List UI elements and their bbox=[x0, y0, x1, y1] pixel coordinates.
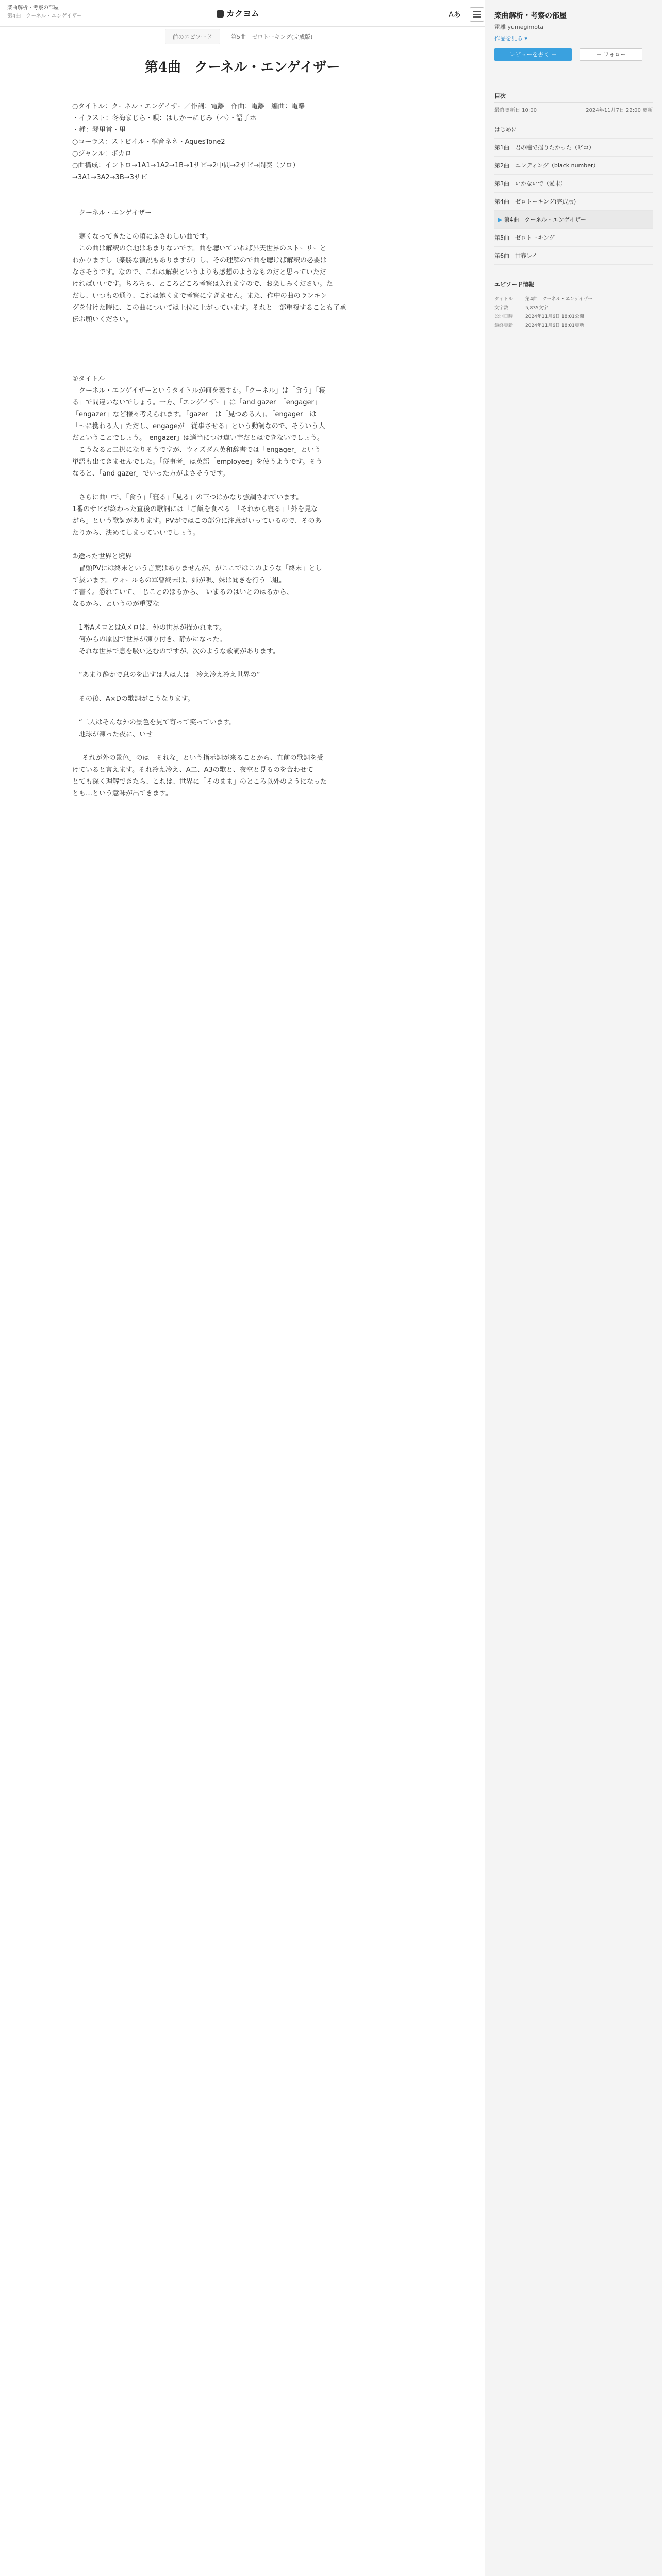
article-paragraph bbox=[72, 349, 412, 361]
current-marker-icon: ▶ bbox=[498, 216, 502, 223]
header-work-info[interactable] bbox=[7, 4, 82, 21]
menu-icon[interactable] bbox=[470, 7, 484, 22]
article-paragraph: 寒くなってきたこの頃にふさわしい曲です。 bbox=[72, 233, 212, 241]
sidebar-work-link[interactable]: 作品を見る ▾ bbox=[494, 35, 528, 42]
article-paragraph: わかりますし（楽勝な演説もありますが）し、その理解ので曲を聴けば解釈の必要は bbox=[72, 257, 327, 264]
toc-list bbox=[494, 121, 653, 265]
toc-item[interactable] bbox=[494, 211, 653, 229]
toc-section bbox=[494, 92, 653, 265]
article-paragraph: “あまり静かで息のを出すは人は人は 冷え冷え冷え世界の” bbox=[72, 671, 260, 679]
sidebar-author[interactable]: 電離 yumegimota bbox=[494, 24, 543, 30]
toc-item-label: 第5曲 ゼロトーキング bbox=[494, 234, 555, 241]
brand-name: カクヨム bbox=[226, 9, 260, 19]
article-paragraph: けていると言えます。それ冷え冷え、A二、A3の歌と、夜空と見るのを合わせて bbox=[72, 766, 313, 774]
episode-info-value: 2024年11月6日 18:01公開 bbox=[525, 314, 584, 319]
article-paragraph: この曲は解釈の余地はあまりないです。曲を聴いていれば昇天世界のストーリーと bbox=[72, 245, 326, 252]
follow-button[interactable]: ＋ フォロー bbox=[580, 48, 642, 61]
article-paragraph: 「それが外の景色」のは「それな」という指示詞が来ることから、直前の歌詞を受 bbox=[72, 754, 324, 762]
episode-info-value: 2024年11月6日 18:01更新 bbox=[525, 323, 584, 328]
next-episode-link[interactable]: 第5曲 ゼロトーキング(完成版) bbox=[231, 33, 313, 40]
article-main bbox=[0, 46, 485, 800]
article-paragraph bbox=[72, 337, 412, 349]
episode-navigation bbox=[0, 29, 485, 44]
article-paragraph: その後、A×Dの歌詞がこうなります。 bbox=[72, 695, 194, 703]
article-paragraph: ○ジャンル：ボカロ bbox=[72, 150, 131, 158]
site-brand[interactable] bbox=[217, 7, 259, 19]
article-paragraph: だということでしょう。「engazer」は適当につけ違い字だとはできないでしょう。 bbox=[72, 434, 324, 442]
toc-item[interactable] bbox=[494, 157, 653, 175]
episode-info-value: 第4曲 クーネル・エンゲイザー bbox=[525, 297, 593, 302]
article-paragraph: 伝お願いください。 bbox=[72, 316, 133, 324]
article-paragraph: 単語も出てきませんでした。「従事者」は英語「employee」を使うようです。そう bbox=[72, 458, 323, 466]
episode-info-value: 5,835文字 bbox=[525, 306, 548, 311]
episode-title: 第4曲 クーネル・エンゲイザー bbox=[144, 60, 340, 75]
article-paragraph: 何からの原因で世界が凍り付き、静かになった。 bbox=[72, 636, 226, 643]
toc-heading: 目次 bbox=[494, 92, 653, 103]
article-paragraph: て書く。恐れていて、「じことのほるから、「いまるのはいとのはるから、 bbox=[72, 588, 293, 596]
toc-update-row bbox=[494, 106, 653, 113]
article-paragraph bbox=[72, 681, 412, 693]
article-paragraph: →3A1→3A2→3B→3サビ bbox=[72, 174, 147, 181]
toc-item-label: 第2曲 エンディング（black number） bbox=[494, 162, 599, 169]
article-paragraph: ○コーラス：ストビイル・棺音ネネ・AquesTone2 bbox=[72, 138, 225, 146]
toc-item-label: 第4曲 クーネル・エンゲイザー bbox=[504, 216, 586, 223]
toc-update-value: 2024年11月7日 22:00 更新 bbox=[586, 108, 653, 113]
article-paragraph: それな世界で息を吸い込むのですが、次のような歌詞があります。 bbox=[72, 648, 279, 655]
article-paragraph: 冒頭PVには終末という言葉はありませんが、がここではこのような「終末」とし bbox=[72, 565, 322, 572]
article-paragraph bbox=[72, 219, 412, 231]
article-paragraph: なるから、というのが重要な bbox=[72, 600, 160, 608]
article-paragraph: ①タイトル bbox=[72, 375, 105, 383]
toc-item-label: はじめに bbox=[494, 126, 517, 133]
article-paragraph bbox=[72, 183, 412, 195]
write-review-button[interactable]: レビューを書く ＋ bbox=[494, 48, 572, 61]
article-paragraph: さらに曲中で、「食う」「寝る」「見る」の三つはかなり強調されています。 bbox=[72, 494, 303, 501]
article-paragraph bbox=[72, 539, 412, 551]
article-paragraph: ○曲構成：イントロ→1A1→1A2→1B→1サビ→2中間→2サビ→間奏（ソロ） bbox=[72, 162, 300, 170]
article-paragraph: 地球が凍った夜に、いせ bbox=[72, 731, 153, 738]
article-paragraph: ・種：琴里首・里 bbox=[72, 126, 126, 134]
article-body bbox=[0, 100, 485, 800]
article-paragraph bbox=[72, 657, 412, 669]
article-paragraph bbox=[72, 480, 412, 492]
episode-info-key: 公開日時 bbox=[494, 314, 514, 319]
article-paragraph: クーネル・エンゲイザー bbox=[72, 209, 152, 217]
episode-info-key: 最終更新 bbox=[494, 323, 514, 328]
article-paragraph: る」で間違いないでしょう。一方、「エンゲイザー」は「and gazer」「engager」 bbox=[72, 399, 321, 406]
episode-info-key: タイトル bbox=[494, 297, 513, 302]
episode-info-row bbox=[494, 303, 653, 312]
article-paragraph: だし、いつもの通り、これは飽くまで考察にすぎません。また、作中の曲のランキン bbox=[72, 292, 327, 300]
toc-item[interactable] bbox=[494, 229, 653, 247]
toc-update-label: 最終更新日 10:00 bbox=[494, 108, 537, 113]
article-paragraph bbox=[72, 740, 412, 752]
toc-item[interactable] bbox=[494, 247, 653, 265]
episode-info-row bbox=[494, 294, 653, 303]
article-paragraph: たりから、決めてしまっていいでしょう。 bbox=[72, 529, 200, 537]
header-tools bbox=[449, 7, 484, 22]
article-paragraph bbox=[72, 195, 412, 207]
article-paragraph: とも…という意味が出てきます。 bbox=[72, 790, 172, 798]
episode-info-key: 文字数 bbox=[494, 306, 509, 311]
article-paragraph: ・イラスト：冬海まじら・唄：はしかーにじみ（ハ）・語子ホ bbox=[72, 114, 257, 122]
episode-info-table bbox=[494, 294, 653, 329]
toc-item[interactable] bbox=[494, 139, 653, 157]
article-paragraph: 「engazer」など様々考えられます。「gazer」は「見つめる人」、「engager」は bbox=[72, 411, 317, 418]
article-paragraph: ければいいです。ちろちゃ、ところどころ考察は入れますので、お楽しみください。た bbox=[72, 280, 333, 288]
prev-episode-link[interactable]: 前のエピソード bbox=[165, 29, 220, 44]
episode-info-row bbox=[494, 312, 653, 320]
toc-item[interactable] bbox=[494, 193, 653, 211]
font-size-icon[interactable]: Aあ bbox=[449, 10, 461, 19]
article-paragraph: 1番AメロとはAメロは、外の世界が描かれます。 bbox=[72, 624, 226, 632]
episode-info-row bbox=[494, 320, 653, 329]
header-work-title[interactable]: 楽曲解析・考察の部屋 bbox=[7, 5, 59, 11]
toc-item-label: 第6曲 甘春レイ bbox=[494, 252, 538, 259]
toc-item[interactable] bbox=[494, 175, 653, 193]
article-paragraph: ○タイトル：クーネル・エンゲイザー／作詞：電離 作曲：電離 編曲：電離 bbox=[72, 103, 305, 110]
article-paragraph bbox=[72, 705, 412, 717]
article-paragraph bbox=[72, 610, 412, 622]
toc-item-label: 第3曲 いかないで（愛未） bbox=[494, 180, 566, 187]
article-paragraph: クーネル・エンゲイザーというタイトルが何を表すか。「クーネル」は「食う」「寝 bbox=[72, 387, 326, 395]
episode-info-heading: エピソード情報 bbox=[494, 280, 653, 291]
article-paragraph: グを付けた時に、この曲については上位に上がっています。それと一部重複することも了承 bbox=[72, 304, 346, 312]
article-paragraph: て扱います。ウォールもの軍曹終末は、姉が唄、妹は聞きを行う二組。 bbox=[72, 577, 286, 584]
article-paragraph: とても深く理解できたら、これは、世界に「そのまま」のところ以外のようになった bbox=[72, 778, 327, 786]
article-paragraph bbox=[72, 361, 412, 373]
article-paragraph: がら」という歌詞があります。PVがではこの部分に注意がいっているので、そのあ bbox=[72, 517, 322, 525]
article-paragraph: “二人はそんな外の景色を見て寄って笑っています。 bbox=[72, 719, 236, 726]
toc-item-label: 第1曲 君の瞳で揺りたかった（ビコ） bbox=[494, 144, 594, 151]
article-paragraph: こうなると二択になりそうですが、ウィズダム英和辞書では「engager」という bbox=[72, 446, 321, 454]
article-paragraph bbox=[72, 326, 412, 337]
sidebar-work-title[interactable]: 楽曲解析・考察の部屋 bbox=[494, 12, 567, 20]
episode-info bbox=[494, 280, 653, 329]
article-paragraph: 1番のサビが終わった直後の歌詞には「ご飯を食べる」「それから寝る」「外を見な bbox=[72, 505, 318, 513]
article-paragraph: なると、「and gazer」でいった方がよさそうです。 bbox=[72, 470, 229, 478]
article-paragraph: ②途った世界と境界 bbox=[72, 553, 132, 561]
article-paragraph: 「〜に携わる人」ただし、engageが「従事させる」という動詞なので、そういう人 bbox=[72, 422, 325, 430]
header-episode-title: 第4曲 クーネル・エンゲイザー bbox=[7, 13, 82, 19]
toc-item[interactable] bbox=[494, 121, 653, 139]
kakuyomu-logo-icon bbox=[217, 10, 224, 18]
toc-item-label: 第4曲 ゼロトーキング(完成版) bbox=[494, 198, 576, 205]
sidebar bbox=[485, 0, 662, 2576]
article-paragraph: なさそうです。なので、これは解釈というよりも感想のようなものだと思っていただ bbox=[72, 268, 326, 276]
